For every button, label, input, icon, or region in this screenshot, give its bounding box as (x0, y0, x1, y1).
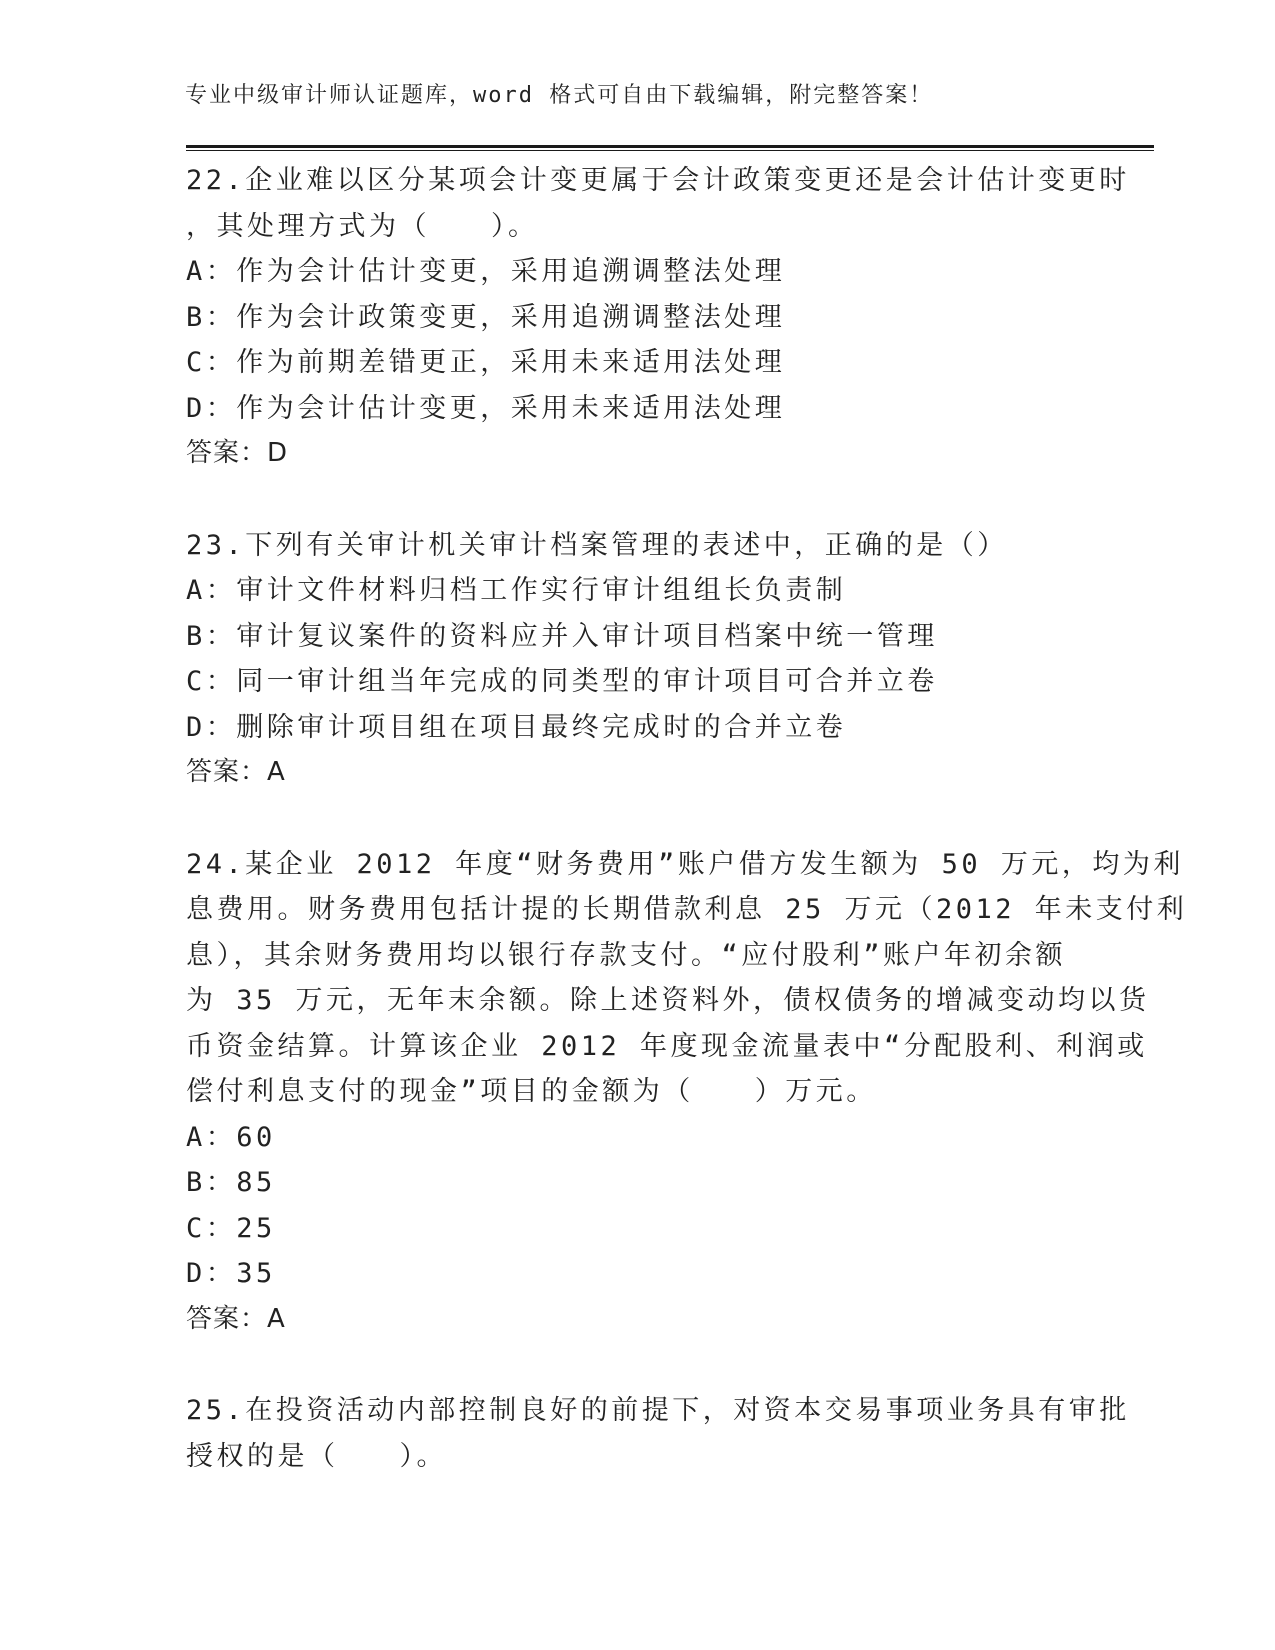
question-stem-line: 偿付利息支付的现金”项目的金额为（ ）万元。 (186, 1076, 877, 1107)
question-stem-line: 22.企业难以区分某项会计变更属于会计政策变更还是会计估计变更时 (186, 165, 1130, 196)
question-24 (186, 842, 1188, 1343)
option-d: D：删除审计项目组在项目最终完成时的合并立卷 (186, 711, 847, 743)
option-c: C：同一审计组当年完成的同类型的审计项目可合并立卷 (186, 666, 938, 697)
question-22 (186, 158, 1130, 477)
option-c: C：作为前期差错更正，采用未来适用法处理 (186, 347, 786, 378)
question-stem-line: 息），其余财务费用均以银行存款支付。“应付股利”账户年初余额 (186, 939, 1067, 971)
option-b: B：审计复议案件的资料应并入审计项目档案中统一管理 (186, 620, 938, 652)
question-stem-line: 为 35 万元，无年末余额。除上述资料外，债权债务的增减变动均以货 (186, 985, 1150, 1016)
option-d: D：作为会计估计变更，采用未来适用法处理 (186, 392, 786, 424)
answer: 答案：A (186, 1303, 286, 1334)
answer: 答案：D (186, 438, 289, 468)
question-25 (186, 1388, 1130, 1479)
question-stem-line: 24.某企业 2012 年度“财务费用”账户借方发生额为 50 万元，均为利 (186, 848, 1184, 880)
question-23 (186, 523, 1086, 796)
option-b: B：85 (186, 1167, 276, 1198)
question-stem-line: 25.在投资活动内部控制良好的前提下，对资本交易事项业务具有审批 (186, 1395, 1130, 1426)
option-c: C：25 (186, 1212, 276, 1244)
answer: 答案：A (186, 757, 286, 787)
question-stem-line: 23.下列有关审计机关审计档案管理的表述中，正确的是（） (186, 529, 1008, 561)
option-a: A：作为会计估计变更，采用追溯调整法处理 (186, 256, 786, 287)
question-stem-line: 币资金结算。计算该企业 2012 年度现金流量表中“分配股利、利润或 (186, 1030, 1148, 1062)
option-a: A：审计文件材料归档工作实行审计组组长负责制 (186, 575, 847, 606)
question-stem-line: 息费用。财务费用包括计提的长期借款利息 25 万元（2012 年未支付利 (186, 894, 1188, 925)
header-rule-thick (186, 145, 1154, 148)
header-rule-thin (186, 150, 1154, 151)
page-header: 专业中级审计师认证题库，word 格式可自由下载编辑，附完整答案！ (185, 83, 934, 108)
option-b: B：作为会计政策变更，采用追溯调整法处理 (186, 301, 786, 333)
option-d: D：35 (186, 1258, 276, 1289)
option-a: A：60 (186, 1121, 276, 1153)
question-stem-line: ，其处理方式为（ ）。 (186, 210, 539, 242)
question-stem-line: 授权的是（ ）。 (186, 1440, 447, 1472)
question-list (186, 158, 1188, 1479)
